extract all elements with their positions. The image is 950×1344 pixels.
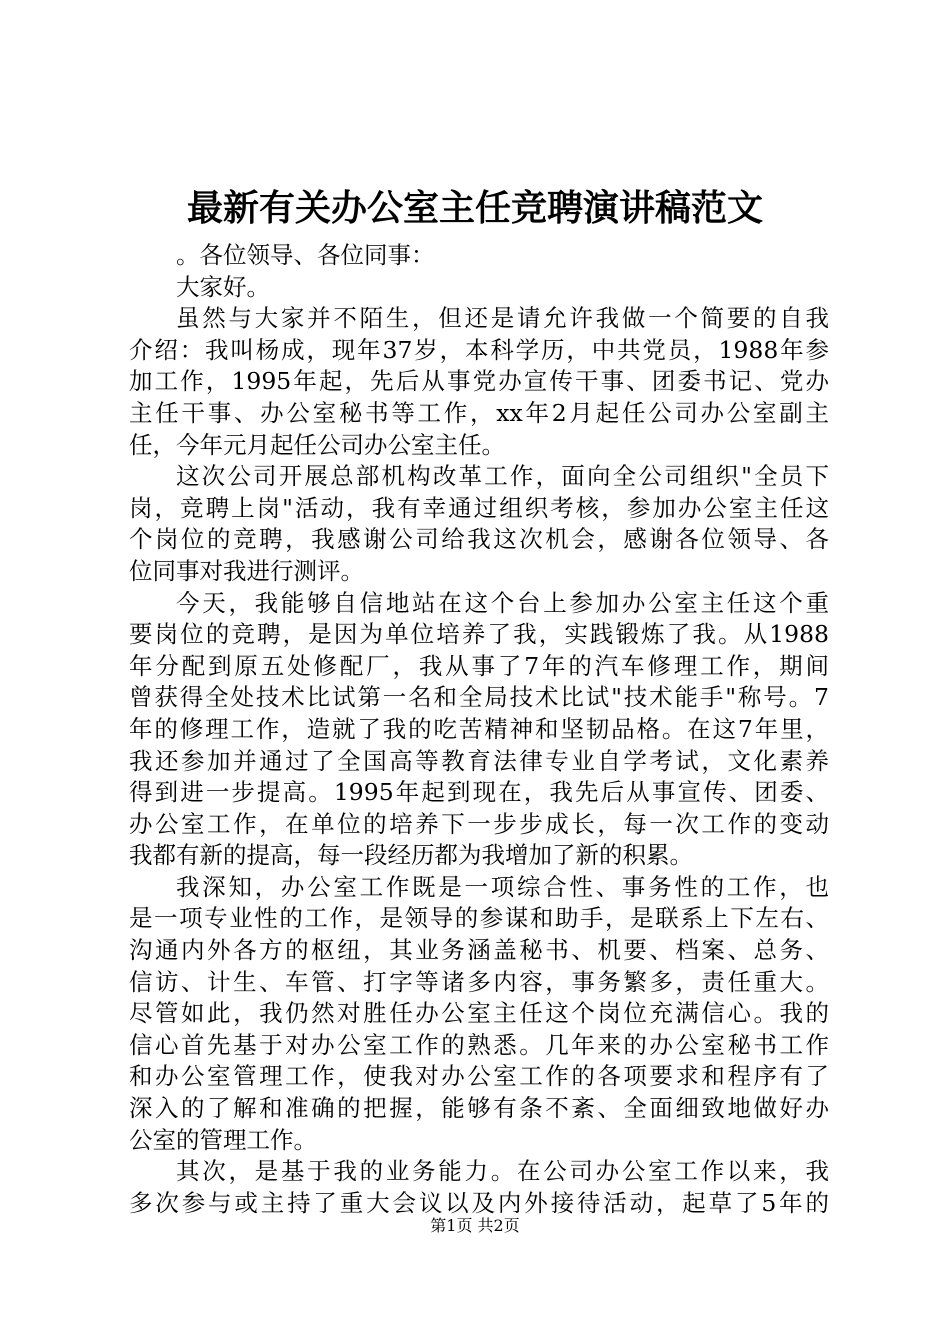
text-line: 要岗位的竞聘，是因为单位培养了我，实践锻炼了我。从1988 [129,620,829,649]
document-title: 最新有关办公室主任竞聘演讲稿范文 [186,187,763,229]
text-line: 深入的了解和准确的把握，能够有条不紊、全面细致地做好办 [129,1094,829,1123]
text-line: 曾获得全处技术比试第一名和全局技术比试"技术能手"称号。7 [129,683,829,712]
text-line: 加工作，1995年起，先后从事党办宣传干事、团委书记、党办 [129,367,829,396]
text-line: 多次参与或主持了重大会议以及内外接待活动，起草了5年的 [129,1188,829,1217]
text-line: 位同事对我进行测评。 [129,556,364,585]
text-line: 我还参加并通过了全国高等教育法律专业自学考试，文化素养 [129,746,829,775]
text-line: 大家好。 [176,272,270,301]
text-line: 信心首先基于对办公室工作的熟悉。几年来的办公室秘书工作 [129,1030,829,1059]
text-line: 是一项专业性的工作，是领导的参谋和助手，是联系上下左右、 [129,904,829,933]
text-line: 今天，我能够自信地站在这个台上参加办公室主任这个重 [176,588,829,617]
text-line: 其次，是基于我的业务能力。在公司办公室工作以来，我 [176,1157,829,1186]
text-line: 办公室工作，在单位的培养下一步步成长，每一次工作的变动 [129,809,829,838]
text-line: 信访、计生、车管、打字等诸多内容，事务繁多，责任重大。 [129,967,829,996]
text-line: 岗，竞聘上岗"活动，我有幸通过组织考核，参加办公室主任这 [129,493,829,522]
text-line: 公室的管理工作。 [129,1125,317,1154]
text-line: 年分配到原五处修配厂，我从事了7年的汽车修理工作，期间 [129,651,829,680]
text-line: 我深知，办公室工作既是一项综合性、事务性的工作，也 [176,872,829,901]
text-line: 主任干事、办公室秘书等工作，xx年2月起任公司办公室副主 [129,398,829,427]
text-line: 介绍：我叫杨成，现年37岁，本科学历，中共党员，1988年参 [129,335,829,364]
document-body [129,240,829,1219]
text-line: 年的修理工作，造就了我的吃苦精神和坚韧品格。在这7年里， [129,714,829,743]
text-line: 沟通内外各方的枢纽，其业务涵盖秘书、机要、档案、总务、 [129,936,829,965]
text-line: 我都有新的提高，每一段经历都为我增加了新的积累。 [129,841,693,870]
text-line: 得到进一步提高。1995年起到现在，我先后从事宣传、团委、 [129,778,829,807]
text-line: 任，今年元月起任公司办公室主任。 [129,430,505,459]
text-line: 个岗位的竞聘，我感谢公司给我这次机会，感谢各位领导、各 [129,525,829,554]
text-line: 。各位领导、各位同事： [176,241,435,269]
text-line: 虽然与大家并不陌生，但还是请允许我做一个简要的自我 [176,304,829,333]
text-line: 这次公司开展总部机构改革工作，面向全公司组织"全员下 [176,462,829,491]
text-line: 和办公室管理工作，使我对办公室工作的各项要求和程序有了 [129,1062,829,1091]
text-line: 尽管如此，我仍然对胜任办公室主任这个岗位充满信心。我的 [129,999,829,1028]
page-number-footer: 第1页 共2页 [430,1216,520,1235]
